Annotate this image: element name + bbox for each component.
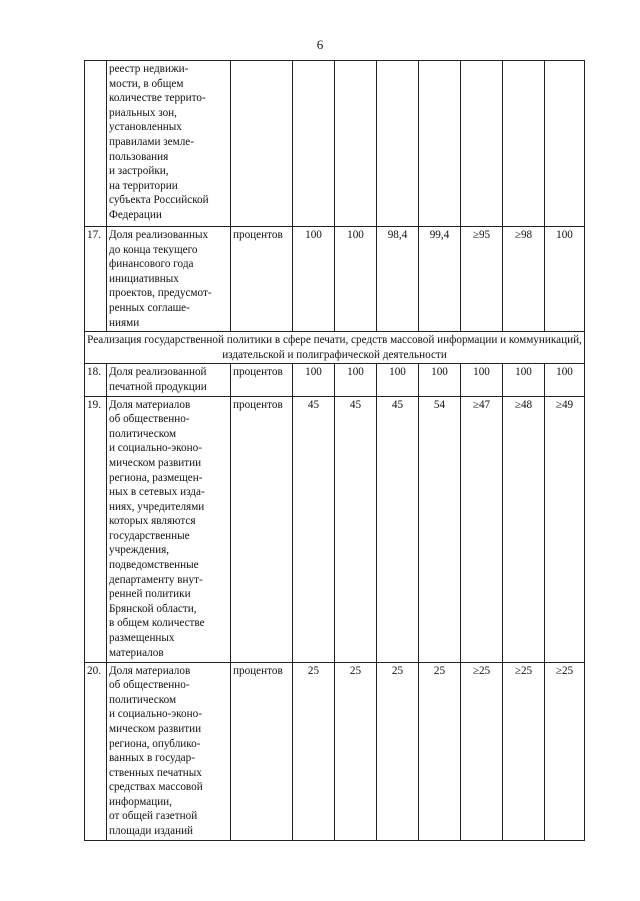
indicator-name-line: субъекта Российской	[109, 194, 209, 207]
value-cell: 25	[335, 662, 377, 840]
value-cell: ≥98	[503, 227, 545, 332]
indicator-name	[107, 396, 231, 662]
indicator-name-line: информации,	[109, 795, 172, 808]
table-row	[85, 227, 585, 332]
value-cell: 100	[503, 364, 545, 396]
indicator-name-line: учреждения,	[109, 544, 170, 557]
indicator-name-line: правилами земле-	[109, 135, 194, 148]
table-body	[85, 61, 585, 841]
indicator-name-line: региона, опублико-	[109, 737, 201, 750]
indicator-name-line: мости, в общем	[109, 77, 184, 90]
indicator-name-line: мическом развитии	[109, 722, 202, 735]
value-cell	[335, 61, 377, 227]
table-row	[85, 364, 585, 396]
indicator-name-line: ниях, учредителями	[109, 500, 205, 513]
value-cell: 25	[377, 662, 419, 840]
row-number: 17.	[85, 227, 107, 332]
value-cell: 45	[377, 396, 419, 662]
indicator-name-line: региона, размещен-	[109, 471, 203, 484]
section-header-row	[85, 332, 585, 364]
indicator-name-line: от общей газетной	[109, 810, 198, 823]
indicator-name-line: площади изданий	[109, 825, 194, 838]
indicator-name	[107, 364, 231, 396]
indicator-name-line: средствах массовой	[109, 781, 203, 794]
indicator-name-line: Доля реализованной	[109, 366, 207, 379]
value-cell: 45	[335, 396, 377, 662]
value-cell	[293, 61, 335, 227]
table-row	[85, 61, 585, 227]
indicator-name-line: риальных зон,	[109, 106, 177, 119]
indicator-name-line: и социально-эконо-	[109, 708, 202, 721]
indicator-name-line: количестве террито-	[109, 92, 206, 105]
row-number: 18.	[85, 364, 107, 396]
indicator-name-line: пользования	[109, 150, 169, 163]
row-number: 20.	[85, 662, 107, 840]
unit-cell	[231, 61, 293, 227]
indicator-name-line: размещенных	[109, 632, 175, 645]
indicator-name-line: Доля материалов	[109, 664, 191, 677]
table-row	[85, 396, 585, 662]
indicator-name-line: политическом	[109, 693, 177, 706]
value-cell: 45	[293, 396, 335, 662]
value-cell	[419, 61, 461, 227]
value-cell	[461, 61, 503, 227]
indicator-name-line: Брянской области,	[109, 602, 197, 615]
indicator-name-line: ванных в государ-	[109, 752, 195, 765]
indicator-name	[107, 662, 231, 840]
indicator-name-line: установленных	[109, 121, 182, 134]
value-cell	[545, 61, 585, 227]
value-cell	[503, 61, 545, 227]
value-cell: ≥95	[461, 227, 503, 332]
indicator-name-line: Федерации	[109, 208, 162, 221]
unit-cell: процентов	[231, 396, 293, 662]
value-cell: ≥48	[503, 396, 545, 662]
value-cell: ≥25	[545, 662, 585, 840]
indicator-name-line: печатной продукции	[109, 380, 207, 393]
indicator-name-line: проектов, предусмот-	[109, 287, 212, 300]
value-cell: 99,4	[419, 227, 461, 332]
unit-cell: процентов	[231, 364, 293, 396]
indicator-name-line: реестр недвижи-	[109, 63, 189, 75]
indicator-name-line: департаменту внут-	[109, 573, 203, 586]
value-cell: 100	[293, 227, 335, 332]
indicator-name-line: Доля материалов	[109, 398, 191, 411]
indicator-name-line: Доля реализованных	[109, 229, 209, 241]
value-cell: 25	[419, 662, 461, 840]
indicator-name-line: ственных печатных	[109, 766, 202, 779]
indicator-name-line: материалов	[109, 646, 164, 659]
indicator-name-line: об общественно-	[109, 413, 190, 426]
indicator-name-line: до конца текущего	[109, 243, 198, 256]
table-row	[85, 662, 585, 840]
value-cell: 100	[335, 364, 377, 396]
page-number: 6	[316, 37, 324, 52]
value-cell: 100	[335, 227, 377, 332]
indicator-name-line: и застройки,	[109, 165, 169, 178]
value-cell: ≥25	[461, 662, 503, 840]
indicator-name-line: и социально-эконо-	[109, 442, 202, 455]
indicator-name-line: мическом развитии	[109, 456, 202, 469]
value-cell: ≥47	[461, 396, 503, 662]
row-number	[85, 61, 107, 227]
unit-cell: процентов	[231, 662, 293, 840]
indicator-name-line: об общественно-	[109, 679, 190, 692]
unit-cell: процентов	[231, 227, 293, 332]
value-cell	[377, 61, 419, 227]
value-cell: 100	[545, 364, 585, 396]
indicator-name-line: на территории	[109, 179, 178, 192]
indicator-name-line: ниями	[109, 316, 140, 329]
value-cell: ≥25	[503, 662, 545, 840]
indicator-name-line: государственные	[109, 529, 190, 542]
indicator-name-line: подведомственные	[109, 559, 199, 572]
value-cell: 100	[377, 364, 419, 396]
value-cell: 100	[293, 364, 335, 396]
value-cell: 100	[545, 227, 585, 332]
value-cell: 100	[419, 364, 461, 396]
value-cell: ≥49	[545, 396, 585, 662]
indicator-name-line: инициативных	[109, 272, 179, 285]
indicator-name-line: в общем количестве	[109, 617, 205, 630]
indicator-name-line: которых являются	[109, 515, 196, 528]
indicator-name-line: ных в сетевых изда-	[109, 486, 205, 499]
value-cell: 25	[293, 662, 335, 840]
value-cell: 98,4	[377, 227, 419, 332]
row-number: 19.	[85, 396, 107, 662]
value-cell: 100	[461, 364, 503, 396]
indicator-name	[107, 227, 231, 332]
indicator-name-line: финансового года	[109, 258, 194, 271]
value-cell: 54	[419, 396, 461, 662]
indicator-name-line: ренных соглаше-	[109, 301, 190, 314]
indicator-name-line: ренней политики	[109, 588, 191, 601]
indicator-name	[107, 61, 231, 227]
indicator-name-line: политическом	[109, 427, 177, 440]
section-title: Реализация государственной политики в сфере печати, средств массовой информации и коммуникаций, издательской и полиграфической деятельности	[85, 332, 585, 364]
indicator-table	[84, 60, 585, 841]
